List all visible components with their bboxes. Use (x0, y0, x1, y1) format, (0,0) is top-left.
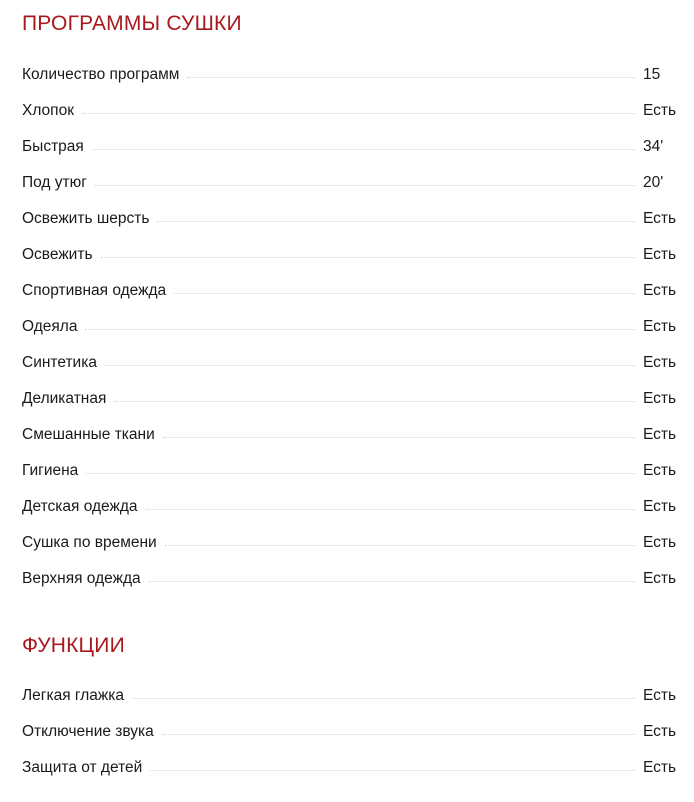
dotted-leader (95, 185, 635, 186)
spec-value: 34' (643, 138, 664, 155)
spec-value: Есть (643, 426, 677, 443)
spec-name: Сушка по времени (22, 534, 157, 551)
spec-row (22, 171, 694, 207)
spec-name: Гигиена (22, 462, 79, 479)
spec-name: Деликатная (22, 390, 107, 407)
dotted-leader (92, 149, 635, 150)
spec-row (22, 459, 694, 495)
dotted-leader (101, 257, 635, 258)
drying-programs-title: ПРОГРАММЫ СУШКИ (22, 12, 242, 35)
spec-value: Есть (643, 354, 677, 371)
spec-row (22, 495, 694, 531)
spec-value: Есть (643, 210, 677, 227)
spec-value: Есть (643, 570, 677, 587)
spec-row (22, 63, 694, 99)
spec-row (22, 99, 694, 135)
dotted-leader (149, 581, 635, 582)
spec-value: Есть (643, 390, 677, 407)
spec-row (22, 684, 694, 720)
dotted-leader (150, 770, 635, 771)
spec-row (22, 135, 694, 171)
spec-value: 20' (643, 174, 664, 191)
dotted-leader (85, 329, 635, 330)
spec-row (22, 756, 694, 792)
spec-value: Есть (643, 723, 677, 740)
dotted-leader (163, 437, 635, 438)
spec-name: Спортивная одежда (22, 282, 167, 299)
dotted-leader (157, 221, 635, 222)
spec-value: Есть (643, 759, 677, 776)
spec-row (22, 315, 694, 351)
spec-row (22, 387, 694, 423)
spec-name: Детская одежда (22, 498, 138, 515)
spec-name: Отключение звука (22, 723, 154, 740)
spec-name: Синтетика (22, 354, 97, 371)
functions-title: ФУНКЦИИ (22, 634, 125, 657)
spec-value: Есть (643, 102, 677, 119)
spec-name: Легкая глажка (22, 687, 124, 704)
dotted-leader (105, 365, 635, 366)
spec-value: Есть (643, 318, 677, 335)
spec-name: Под утюг (22, 174, 87, 191)
dotted-leader (162, 734, 635, 735)
spec-row (22, 279, 694, 315)
spec-row (22, 207, 694, 243)
spec-value: Есть (643, 282, 677, 299)
spec-name: Защита от детей (22, 759, 143, 776)
spec-name: Смешанные ткани (22, 426, 155, 443)
spec-row (22, 531, 694, 567)
dotted-leader (146, 509, 635, 510)
spec-name: Хлопок (22, 102, 74, 119)
spec-name: Количество программ (22, 66, 180, 83)
functions-list (22, 684, 694, 792)
spec-value: Есть (643, 462, 677, 479)
spec-row (22, 351, 694, 387)
spec-name: Освежить шерсть (22, 210, 150, 227)
spec-row (22, 243, 694, 279)
spec-row (22, 423, 694, 459)
spec-row (22, 567, 694, 603)
spec-name: Освежить (22, 246, 93, 263)
spec-value: Есть (643, 687, 677, 704)
spec-name: Верхняя одежда (22, 570, 141, 587)
drying-programs-list (22, 63, 694, 603)
dotted-leader (114, 401, 635, 402)
spec-row (22, 720, 694, 756)
dotted-leader (82, 113, 635, 114)
spec-value: Есть (643, 534, 677, 551)
spec-name: Одеяла (22, 318, 78, 335)
dotted-leader (174, 293, 635, 294)
spec-name: Быстрая (22, 138, 84, 155)
dotted-leader (187, 77, 635, 78)
spec-value: Есть (643, 498, 677, 515)
spec-value: Есть (643, 246, 677, 263)
dotted-leader (132, 698, 635, 699)
spec-value: 15 (643, 66, 661, 83)
dotted-leader (86, 473, 635, 474)
dotted-leader (165, 545, 635, 546)
